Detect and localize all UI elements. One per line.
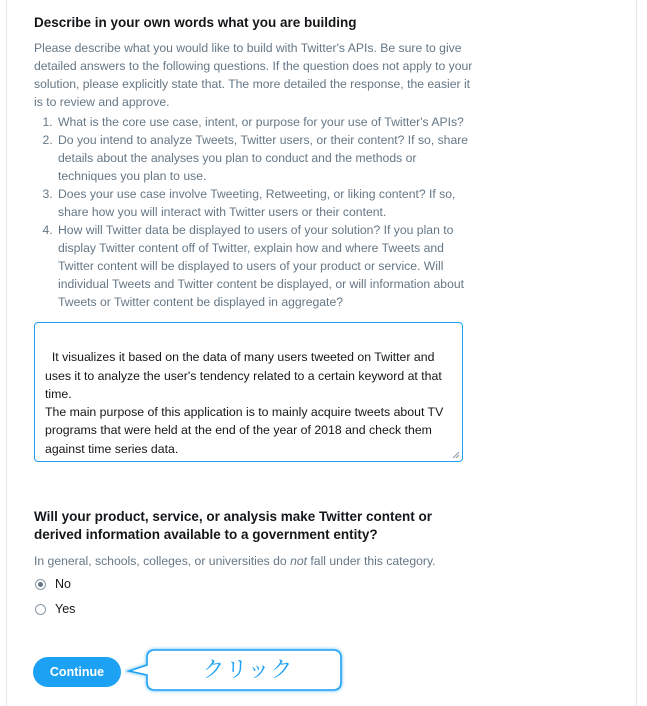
panel-right-border <box>636 0 637 706</box>
continue-button[interactable]: Continue <box>33 657 121 687</box>
radio-option-no[interactable] <box>35 577 71 591</box>
use-case-description: Please describe what you would like to build with Twitter's APIs. Be sure to give detailed answers to the following questions. If the question does not apply to your solution, please explicitly state that. The more detailed the response, the easier it is to review and approve. <box>34 41 473 109</box>
resize-handle-icon[interactable] <box>452 451 460 459</box>
click-callout <box>125 646 345 694</box>
question-item: 3. Does your use case involve Tweeting, Retweeting, or liking content? If so, share how you will interact with Twitter users or their content. <box>56 185 474 221</box>
government-question-description: In general, schools, colleges, or universities do not fall under this category. <box>34 554 436 568</box>
question-item: 2. Do you intend to analyze Tweets, Twitter users, or their content? If so, share details about the analyses you plan to conduct and the methods or techniques you plan to use. <box>56 131 474 185</box>
radio-button-unchecked[interactable] <box>35 604 46 615</box>
radio-label-yes: Yes <box>55 602 76 616</box>
question-item: 4. How will Twitter data be displayed to users of your solution? If you plan to display Twitter content off of Twitter, explain how and where Tweets and Twitter content will be displayed to users of your product or service. Will individual Tweets and Twitter content be displayed, or will information about Tweets or Twitter content be displayed in aggregate? <box>56 221 474 311</box>
government-question-title: Will your product, service, or analysis make Twitter content or derived information available to a government entity? <box>34 509 432 542</box>
government-section <box>34 508 454 570</box>
panel-left-border <box>6 0 7 706</box>
use-case-question-list <box>34 113 474 311</box>
use-case-answer-textarea[interactable] <box>34 322 463 462</box>
use-case-answer-text: It visualizes it based on the data of many users tweeted on Twitter and uses it to analyze the user's tendency related to a certain keyword at that time. The main purpose of this application is to mainly acquire tweets about TV programs that were held at the end of the year of 2018 and check them against time series data. <box>45 350 444 456</box>
radio-button-checked[interactable] <box>35 579 46 590</box>
radio-option-yes[interactable] <box>35 602 75 616</box>
use-case-section <box>34 14 474 311</box>
callout-label: クリック <box>202 657 294 683</box>
use-case-title: Describe in your own words what you are building <box>34 15 357 30</box>
radio-label-no: No <box>55 577 71 591</box>
question-item: 1. What is the core use case, intent, or purpose for your use of Twitter's APIs? <box>56 113 474 131</box>
